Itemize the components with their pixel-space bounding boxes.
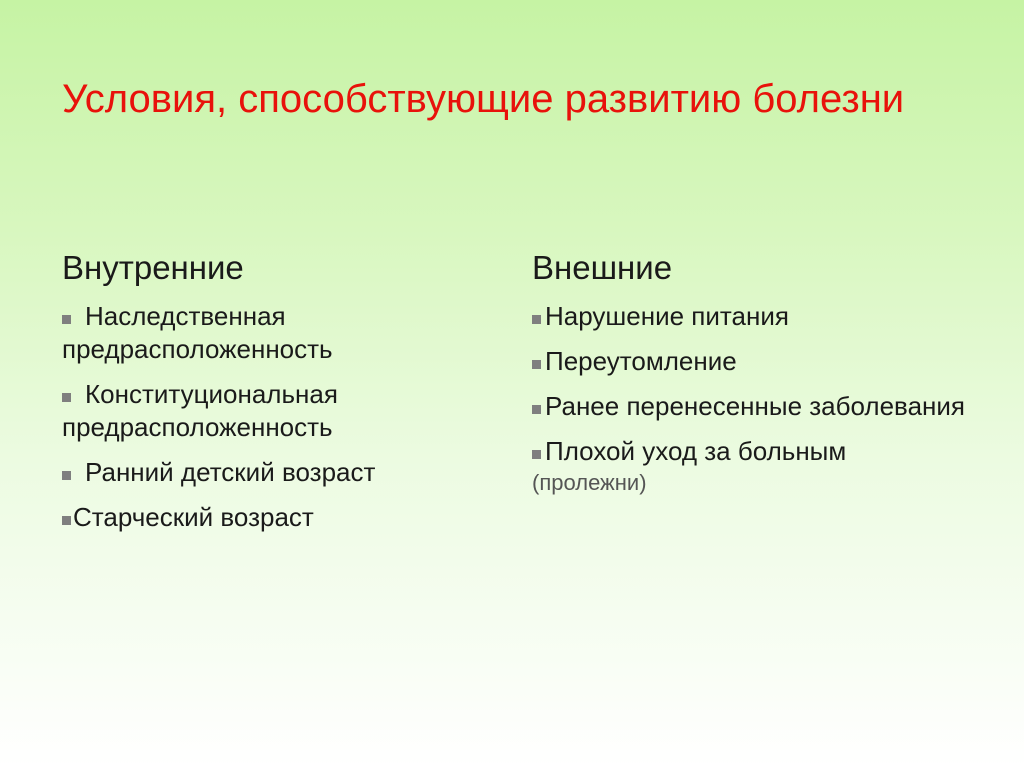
external-column bbox=[532, 248, 972, 510]
list-item bbox=[532, 300, 972, 333]
external-heading: Внешние bbox=[532, 249, 673, 286]
square-bullet-icon bbox=[532, 360, 541, 369]
list-item-text: Старческий возраст bbox=[73, 502, 314, 532]
list-item bbox=[532, 390, 972, 423]
list-item bbox=[62, 300, 482, 366]
internal-column bbox=[62, 248, 482, 546]
list-item bbox=[62, 456, 482, 489]
list-item-text: Наследственная предрасположенность bbox=[62, 301, 333, 364]
square-bullet-icon bbox=[532, 315, 541, 324]
list-item bbox=[62, 501, 482, 534]
square-bullet-icon bbox=[62, 471, 71, 480]
square-bullet-icon bbox=[62, 393, 71, 402]
external-list bbox=[532, 300, 972, 498]
list-item-text: Нарушение питания bbox=[545, 301, 789, 331]
list-item-note: (пролежни) bbox=[532, 470, 647, 495]
square-bullet-icon bbox=[62, 315, 71, 324]
square-bullet-icon bbox=[532, 405, 541, 414]
square-bullet-icon bbox=[62, 516, 71, 525]
square-bullet-icon bbox=[532, 450, 541, 459]
list-item-text: Ранний детский возраст bbox=[85, 457, 376, 487]
internal-list bbox=[62, 300, 482, 534]
internal-heading: Внутренние bbox=[62, 249, 244, 286]
list-item-text: Плохой уход за больным bbox=[545, 436, 847, 466]
list-item-text: Ранее перенесенные заболевания bbox=[545, 391, 965, 421]
slide-title: Условия, способствующие развитию болезни bbox=[62, 77, 905, 121]
list-item bbox=[62, 378, 482, 444]
list-item-text: Конституциональная предрасположенность bbox=[62, 379, 338, 442]
list-item-text: Переутомление bbox=[545, 346, 737, 376]
list-item bbox=[532, 435, 972, 498]
list-item bbox=[532, 345, 972, 378]
